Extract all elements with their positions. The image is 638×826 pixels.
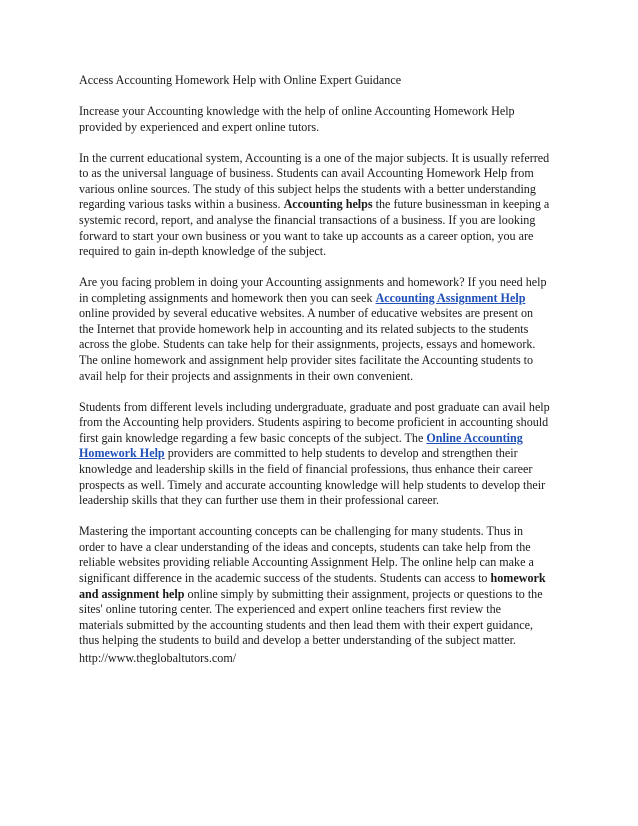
p1-line: required to gain in-depth knowledge of the subject. [79, 244, 327, 259]
p3-line: Students from different levels including undergraduate, graduate and post graduate can avail help [79, 399, 550, 414]
document-body [79, 73, 571, 664]
p2-line: The online homework and assignment help provider sites facilitate the Accounting students to [79, 353, 534, 368]
p2-line: the Internet that provide homework help in accounting and its related subjects to the students [79, 321, 529, 336]
p4-line: order to have a clear understanding of the ideas and concepts, students can take help from the [79, 539, 531, 554]
p4-line: sites' online tutoring center. The experienced and expert online teachers first review the [79, 602, 502, 617]
p4-line [79, 587, 571, 603]
footer-url: http://www.theglobaltutors.com/ [79, 651, 237, 665]
link-online-accounting-homework-help[interactable]: Online Accounting [426, 430, 523, 445]
document-title [79, 73, 571, 89]
p1-line: various online sources. The study of this subject helps the students with a better understanding [79, 181, 536, 196]
p4-text: online simply by submitting their assignment, projects or questions to the [187, 586, 543, 601]
p3-text: first gain knowledge regarding a few basic concepts of the subject. The [79, 430, 424, 445]
p3-line: knowledge and leadership skills in the field of financial professions, thus enhance their career [79, 462, 533, 477]
p2-line [79, 291, 571, 307]
p3-line: from the Accounting help providers. Students aspiring to become proficient in accounting should [79, 415, 549, 430]
p4-line: materials submitted by the accounting students and then lead them with their expert guidance, [79, 617, 534, 632]
bold-homework: homework [490, 570, 546, 585]
p4-line [79, 571, 571, 587]
paragraph-4 [79, 524, 571, 649]
p1-text: the future businessman in keeping a [375, 197, 550, 212]
paragraph-3 [79, 400, 571, 509]
p1-text: regarding various tasks within a business. [79, 197, 281, 212]
p1-line: to as the universal language of business. Students can avail Accounting Homework Help from [79, 166, 534, 181]
p2-line: avail help for their projects and assignments in their own convenient. [79, 368, 414, 383]
paragraph-1 [79, 151, 571, 260]
p4-line: reliable websites providing reliable Accounting Assignment Help. The online help can make a [79, 555, 534, 570]
title-text: Access Accounting Homework Help with Online Expert Guidance [79, 73, 402, 87]
p1-line: forward to start your own business or you want to take up accounts as a career option, you are [79, 228, 534, 243]
paragraph-2 [79, 275, 571, 384]
p3-text: providers are committed to help students to develop and strengthen their [167, 446, 518, 461]
p4-line: thus helping the students to build and develop a better understanding of the subject matter. [79, 633, 516, 648]
p4-text: significant difference in the academic success of the students. Students can access to [79, 570, 488, 585]
p2-line: online provided by several educative websites. A number of educative websites are present on [79, 306, 534, 321]
p1-line: In the current educational system, Accounting is a one of the major subjects. It is usually referred [79, 150, 550, 165]
p3-line [79, 431, 571, 447]
link-online-accounting-homework-help[interactable]: Homework Help [79, 446, 165, 461]
p4-line: Mastering the important accounting concepts can be challenging for many students. Thus in [79, 524, 524, 539]
p2-line: across the globe. Students can take help for their assignments, projects, essays and homework. [79, 337, 536, 352]
intro-paragraph [79, 104, 571, 135]
p3-line: leadership skills that they can further use them in their professional career. [79, 493, 440, 508]
p3-line: prospects as well. Timely and accurate accounting knowledge will help students to develop their [79, 477, 546, 492]
bold-and-assignment-help: and assignment help [79, 586, 185, 601]
intro-line: Increase your Accounting knowledge with the help of online Accounting Homework Help [79, 103, 515, 118]
p1-line [79, 197, 571, 213]
intro-line: provided by experienced and expert online tutors. [79, 119, 320, 134]
p1-line: systemic record, report, and analyse the financial transactions of a business. If you are looking [79, 212, 536, 227]
p2-text: in completing assignments and homework then you can seek [79, 290, 373, 305]
link-accounting-assignment-help[interactable]: Accounting Assignment Help [375, 290, 526, 305]
p2-line: Are you facing problem in doing your Accounting assignments and homework? If you need help [79, 275, 547, 290]
p3-line [79, 446, 571, 462]
bold-accounting-helps: Accounting helps [283, 197, 373, 212]
